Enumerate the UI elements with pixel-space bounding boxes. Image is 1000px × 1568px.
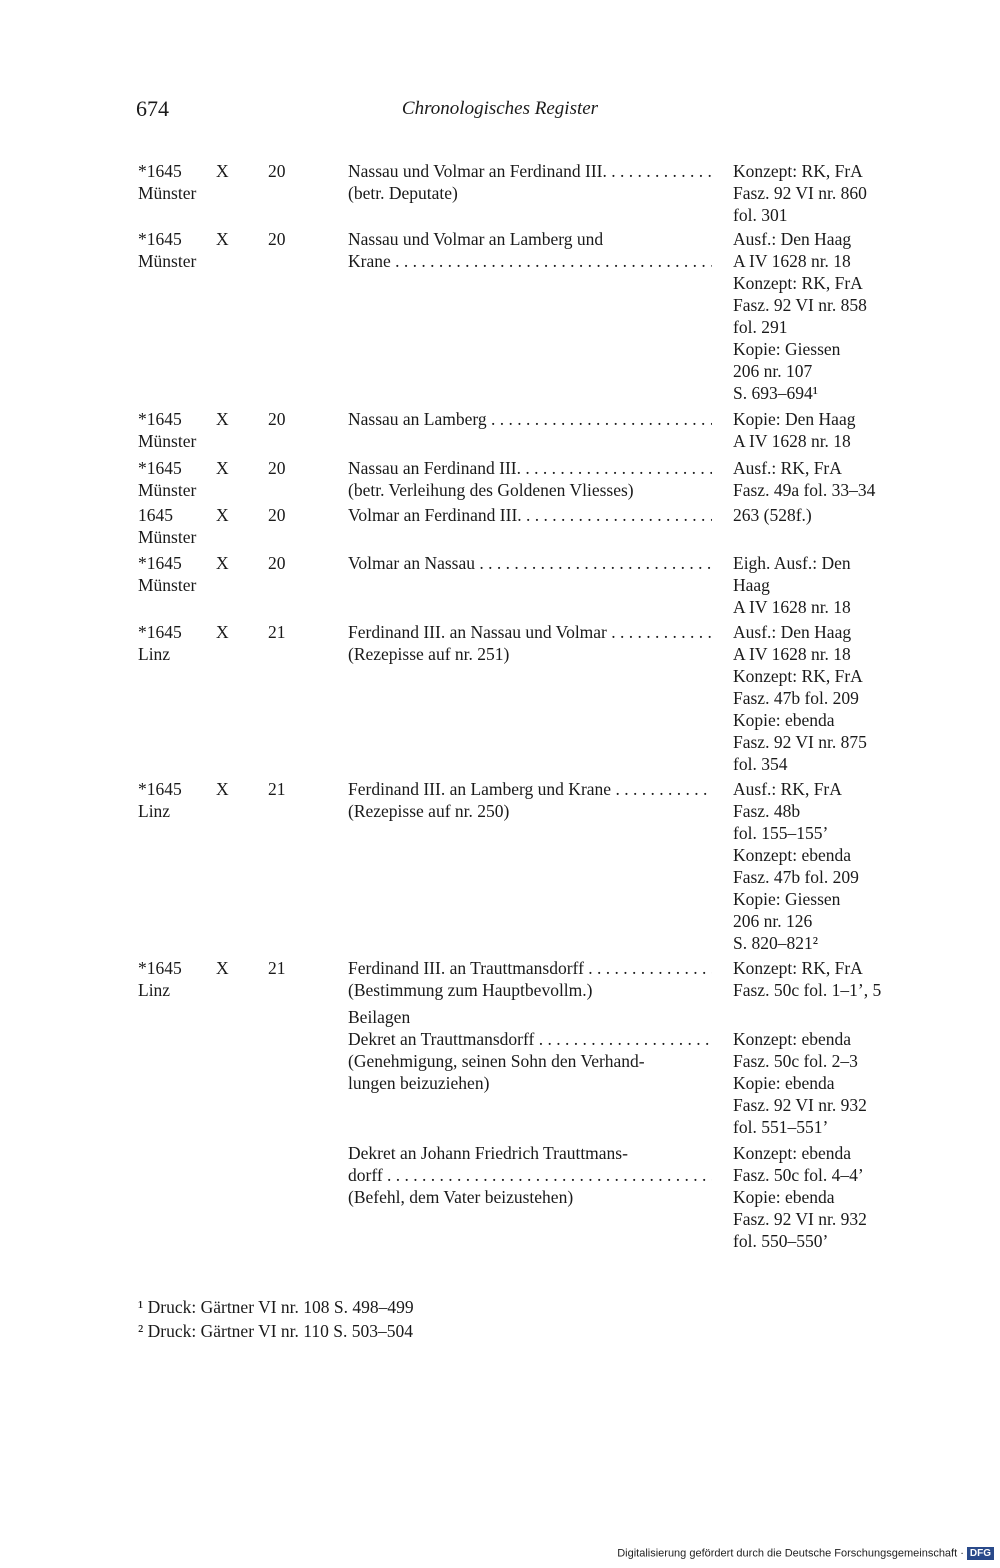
entry-description-line: Ferdinand III. an Nassau und Volmar . . .	[348, 621, 712, 643]
page-number: 674	[136, 96, 169, 121]
entry-source-line: Konzept: RK, FrA	[733, 273, 863, 293]
entry-description-line: Nassau und Volmar an Ferdinand III. . . .	[348, 160, 712, 182]
entry-month: X	[216, 458, 229, 478]
entry-source-line: Kopie: Giessen	[733, 339, 841, 359]
entry-source-line: Kopie: ebenda	[733, 710, 835, 730]
entry-year: *1645	[138, 229, 182, 249]
entry-place: Münster	[138, 480, 197, 500]
entry-place: Linz	[138, 644, 171, 664]
entry-description-line: Nassau an Ferdinand III. . . .	[348, 457, 712, 479]
entry-day: 20	[268, 161, 286, 181]
entry-source-line: 206 nr. 107	[733, 361, 813, 381]
entry-description-line: Nassau und Volmar an Lamberg und	[348, 229, 604, 249]
entry-source-line: fol. 155–155’	[733, 823, 829, 843]
entry-place: Münster	[138, 251, 197, 271]
entry-place: Münster	[138, 527, 197, 547]
entry-place: Münster	[138, 431, 197, 451]
entry-year: *1645	[138, 958, 182, 978]
entry-month: X	[216, 229, 229, 249]
entry-year: *1645	[138, 553, 182, 573]
entry-day: 20	[268, 553, 286, 573]
entry-description-line: (Rezepisse auf nr. 250)	[348, 801, 510, 821]
entry-source-line: Konzept: RK, FrA	[733, 958, 863, 978]
footnote-1: ¹ Druck: Gärtner VI nr. 108 S. 498–499	[138, 1297, 414, 1317]
entry-place: Linz	[138, 801, 171, 821]
entry-description-line: Volmar an Nassau . . .	[348, 552, 712, 574]
entry-source-line: fol. 354	[733, 754, 788, 774]
entry-source-line: S. 820–821²	[733, 933, 818, 953]
entry-source-line: Ausf.: RK, FrA	[733, 458, 842, 478]
entry-source-line: Fasz. 50c fol. 2–3	[733, 1051, 858, 1071]
entry-source-line: Kopie: ebenda	[733, 1187, 835, 1207]
entry-source-line: fol. 550–550’	[733, 1231, 829, 1251]
entry-source-line: Fasz. 48b	[733, 801, 801, 821]
entry-source-line: Haag	[733, 575, 770, 595]
entry-description-line: lungen beizuziehen)	[348, 1073, 490, 1093]
entry-source-line: S. 693–694¹	[733, 383, 818, 403]
entry-month: X	[216, 409, 229, 429]
entry-description-line: (betr. Verleihung des Goldenen Vliesses)	[348, 480, 634, 500]
entry-source-line: Fasz. 50c fol. 1–1’, 5	[733, 980, 882, 1000]
entry-description-line: (Bestimmung zum Hauptbevollm.)	[348, 980, 593, 1000]
entry-description-line: Nassau an Lamberg . . .	[348, 408, 712, 430]
entry-description-line: dorff . . .	[348, 1164, 712, 1186]
entry-source-line: Fasz. 92 VI nr. 875	[733, 732, 867, 752]
entry-year: *1645	[138, 779, 182, 799]
digitization-footer	[617, 1547, 994, 1560]
entry-source-line: 206 nr. 126	[733, 911, 813, 931]
entry-source-line: Kopie: Den Haag	[733, 409, 856, 429]
entry-source-line: fol. 291	[733, 317, 788, 337]
entry-year: *1645	[138, 458, 182, 478]
entry-year: *1645	[138, 161, 182, 181]
entry-source-line: Fasz. 92 VI nr. 932	[733, 1209, 867, 1229]
entry-source-line: Fasz. 50c fol. 4–4’	[733, 1165, 864, 1185]
entry-description-line: Dekret an Johann Friedrich Trauttmans-	[348, 1143, 628, 1163]
entry-description-line: (Rezepisse auf nr. 251)	[348, 644, 510, 664]
entry-description-line: Volmar an Ferdinand III. . . .	[348, 504, 712, 526]
entry-source-line: Fasz. 92 VI nr. 860	[733, 183, 867, 203]
entry-source-line: Konzept: ebenda	[733, 1029, 852, 1049]
entry-source-line: A IV 1628 nr. 18	[733, 431, 851, 451]
entry-description-line: Beilagen	[348, 1007, 411, 1027]
entry-source-line: fol. 551–551’	[733, 1117, 829, 1137]
entry-source-line: Konzept: RK, FrA	[733, 666, 863, 686]
running-title: Chronologisches Register	[401, 98, 599, 119]
entry-day: 21	[268, 779, 286, 799]
entry-year: *1645	[138, 409, 182, 429]
entry-source-line: Ausf.: Den Haag	[733, 622, 852, 642]
entry-source-line: A IV 1628 nr. 18	[733, 644, 851, 664]
entry-source-line: Kopie: Giessen	[733, 889, 841, 909]
entry-source-line: Fasz. 47b fol. 209	[733, 688, 859, 708]
footnote-2: ² Druck: Gärtner VI nr. 110 S. 503–504	[138, 1321, 414, 1341]
entry-day: 20	[268, 458, 286, 478]
entry-place: Münster	[138, 575, 197, 595]
entry-month: X	[216, 622, 229, 642]
entry-source-line: Konzept: ebenda	[733, 845, 852, 865]
entry-description-line: Krane . . .	[348, 250, 712, 272]
entry-month: X	[216, 779, 229, 799]
entry-place: Linz	[138, 980, 171, 1000]
entry-month: X	[216, 553, 229, 573]
entry-description-line: Ferdinand III. an Lamberg und Krane . . .	[348, 778, 712, 800]
entry-source-line: A IV 1628 nr. 18	[733, 251, 851, 271]
entry-source-line: Konzept: ebenda	[733, 1143, 852, 1163]
entry-day: 20	[268, 505, 286, 525]
entry-source-line: Kopie: ebenda	[733, 1073, 835, 1093]
entry-month: X	[216, 505, 229, 525]
entry-source-line: Eigh. Ausf.: Den	[733, 553, 851, 573]
entry-source-line: Fasz. 92 VI nr. 858	[733, 295, 867, 315]
footer-text: Digitalisierung gefördert durch die Deutsche Forschungsgemeinschaft ·	[617, 1547, 964, 1560]
entry-source-line: Konzept: RK, FrA	[733, 161, 863, 181]
entry-description-line: (Genehmigung, seinen Sohn den Verhand-	[348, 1051, 645, 1071]
entry-description-line: (betr. Deputate)	[348, 183, 458, 203]
entry-day: 21	[268, 958, 286, 978]
entry-description-line: Dekret an Trauttmansdorff . . .	[348, 1028, 712, 1050]
entry-description-line: Ferdinand III. an Trauttmansdorff . . .	[348, 957, 712, 979]
entry-year: 1645	[138, 505, 173, 525]
entry-day: 20	[268, 229, 286, 249]
entry-source-line: A IV 1628 nr. 18	[733, 597, 851, 617]
entry-day: 20	[268, 409, 286, 429]
dfg-logo: DFG	[967, 1547, 994, 1560]
entry-month: X	[216, 958, 229, 978]
entry-description-line: (Befehl, dem Vater beizustehen)	[348, 1187, 574, 1207]
entry-day: 21	[268, 622, 286, 642]
entry-source-line: Fasz. 47b fol. 209	[733, 867, 859, 887]
entry-place: Münster	[138, 183, 197, 203]
entry-source-line: Fasz. 92 VI nr. 932	[733, 1095, 867, 1115]
entry-source-line: 263 (528f.)	[733, 505, 812, 525]
entry-source-line: Fasz. 49a fol. 33–34	[733, 480, 876, 500]
entry-source-line: Ausf.: Den Haag	[733, 229, 852, 249]
entry-source-line: Ausf.: RK, FrA	[733, 779, 842, 799]
entry-year: *1645	[138, 622, 182, 642]
entry-month: X	[216, 161, 229, 181]
entry-source-line: fol. 301	[733, 205, 788, 225]
